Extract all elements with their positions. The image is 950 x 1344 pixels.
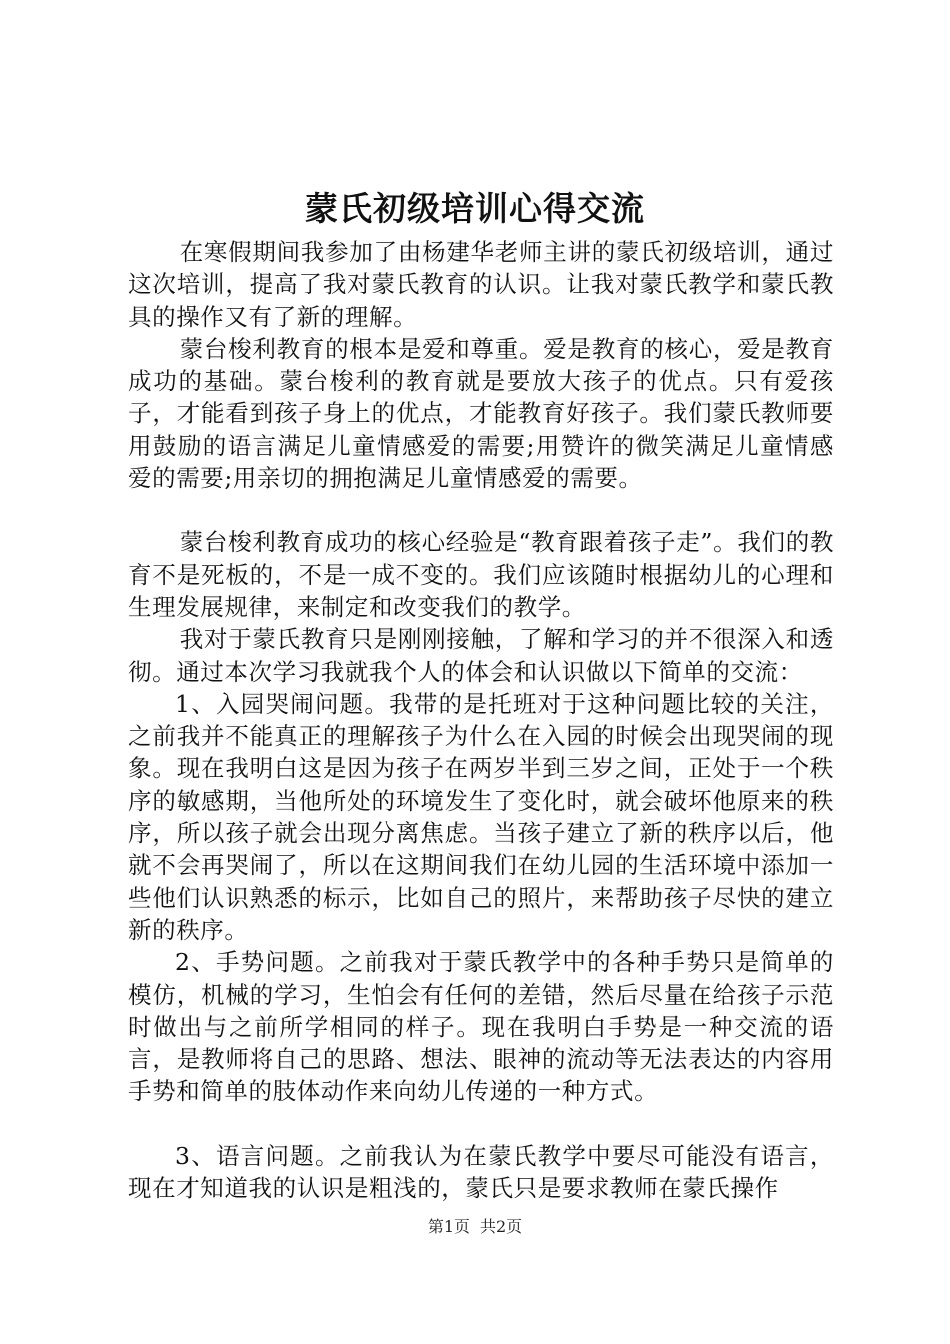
paragraph-spacer: [128, 494, 834, 526]
paragraph-point-3: 3、语言问题。之前我认为在蒙氏教学中要尽可能没有语言，现在才知道我的认识是粗浅的，蒙氏只是要求教师在蒙氏操作: [128, 1141, 834, 1203]
paragraph-point-2: 2、手势问题。之前我对于蒙氏教学中的各种手势只是简单的模仿，机械的学习，生怕会有任何的差错，然后尽量在给孩子示范时做出与之前所学相同的样子。现在我明白手势是一种交流的语言，是教师将自己的思路、想法、眼神的流动等无法表达的内容用手势和简单的肢体动作来向幼儿传递的一种方式。: [128, 948, 834, 1106]
document-title: 蒙氏初级培训心得交流: [305, 189, 645, 228]
document-body: [128, 236, 834, 1204]
paragraph-point-1: 1、入园哭闹问题。我带的是托班对于这种问题比较的关注，之前我并不能真正的理解孩子为什么在入园的时候会出现哭闹的现象。现在我明白这是因为孩子在两岁半到三岁之间，正处于一个秩序的敏感期，当他所处的环境发生了变化时，就会破坏他原来的秩序，所以孩子就会出现分离焦虑。当孩子建立了新的秩序以后，他就不会再哭闹了，所以在这期间我们在幼儿园的生活环境中添加一些他们认识熟悉的标示，比如自己的照片，来帮助孩子尽快的建立新的秩序。: [128, 689, 834, 944]
paragraph-spacer: [128, 1108, 834, 1140]
paragraph-reflection-intro: 我对于蒙氏教育只是刚刚接触，了解和学习的并不很深入和透彻。通过本次学习我就我个人的体会和认识做以下简单的交流：: [128, 625, 834, 686]
paragraph-love-respect: 蒙台梭利教育的根本是爱和尊重。爱是教育的核心，爱是教育成功的基础。蒙台梭利的教育就是要放大孩子的优点。只有爱孩子，才能看到孩子身上的优点，才能教育好孩子。我们蒙氏教师要用鼓励的语言满足儿童情感爱的需要;用赞许的微笑满足儿童情感爱的需要;用亲切的拥抱满足儿童情感爱的需要。: [128, 334, 834, 493]
page-footer: [0, 1216, 950, 1238]
paragraph-core-experience: 蒙台梭利教育成功的核心经验是“教育跟着孩子走”。我们的教育不是死板的，不是一成不变的。我们应该随时根据幼儿的心理和生理发展规律，来制定和改变我们的教学。: [128, 528, 834, 621]
page-number: 第1页: [427, 1217, 470, 1236]
paragraph-intro: 在寒假期间我参加了由杨建华老师主讲的蒙氏初级培训，通过这次培训，提高了我对蒙氏教育的认识。让我对蒙氏教学和蒙氏教具的操作又有了新的理解。: [128, 238, 834, 331]
page-total: 共2页: [480, 1217, 523, 1236]
